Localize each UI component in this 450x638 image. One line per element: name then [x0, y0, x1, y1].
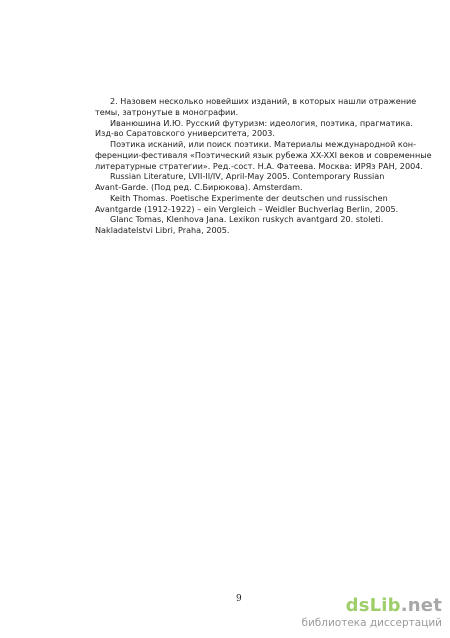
- text-line: Glanc Tomas, Klenhova Jana. Lexikon ruskych avantgard 20. stoleti.: [110, 214, 384, 225]
- watermark-brand-gray: .net: [400, 595, 442, 616]
- text-line: ференции-фестиваля «Поэтический язык рубежа XX-XXI веков и современные: [95, 149, 432, 160]
- watermark-brand-green: dsLib: [345, 595, 401, 616]
- text-line: Avantgarde (1912-1922) – ein Vergleich – Weidler Buchverlag Berlin, 2005.: [95, 203, 399, 214]
- text-line: Keith Thomas. Poetische Experimente der deutschen und russischen: [110, 192, 388, 203]
- text-line: Иванюшина И.Ю. Русский футуризм: идеология, поэтика, прагматика.: [110, 117, 413, 128]
- text-line: 2. Назовем несколько новейших изданий, в которых нашли отражение: [110, 96, 417, 106]
- watermark[interactable]: [301, 597, 442, 630]
- text-line: Поэтика исканий, или поиск поэтики. Материалы международной кон-: [110, 139, 416, 149]
- page-number: 9: [236, 594, 242, 604]
- text-line: Nakladatelstvi Libri, Praha, 2005.: [95, 225, 230, 235]
- text-line: Изд-во Саратовского университета, 2003.: [95, 128, 276, 139]
- text-line: Avant-Garde. (Под ред. С.Бирюкова). Amsterdam.: [95, 182, 303, 192]
- text-line: темы, затронутые в монографии.: [95, 106, 239, 117]
- watermark-logo: [301, 597, 442, 615]
- document-text: [95, 96, 432, 236]
- watermark-subtitle: библиотека диссертаций: [301, 617, 442, 629]
- text-line: Russian Literature, LVII-II/IV, April-May 2005. Contemporary Russian: [110, 171, 385, 182]
- text-line: литературные стратегии». Ред.-сост. Н.А. Фатеева. Москва: ИРЯз РАН, 2004.: [95, 160, 423, 171]
